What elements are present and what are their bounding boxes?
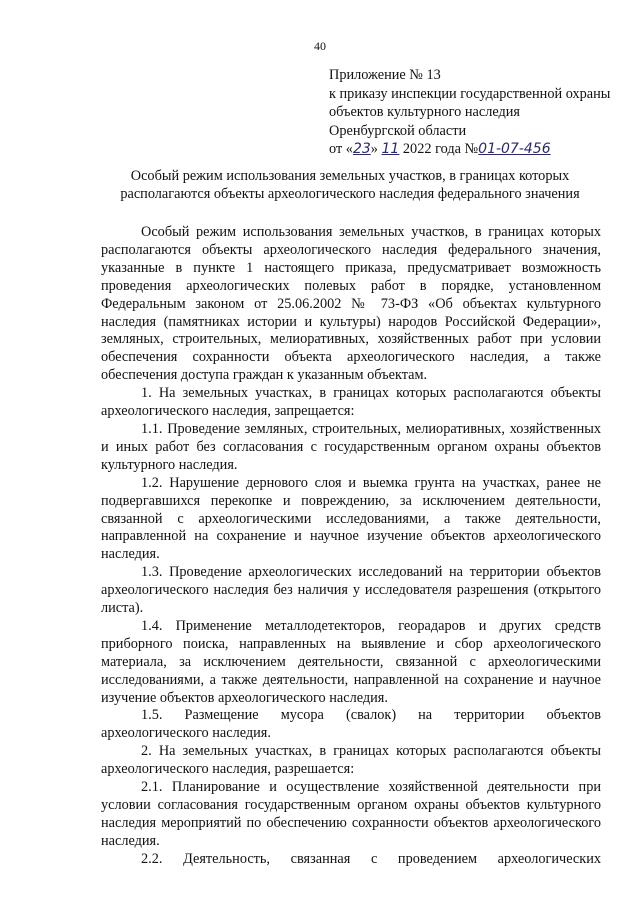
paragraph-1-2: 1.2. Нарушение дернового слоя и выемка грунта на участках, ранее не подвергавшихся перекопке и повреждению, за исключением деятельности, связанной с археологическими исследованиями, а также деятельности, направленной на сохранение и научное изучение объектов археологического наследия. bbox=[101, 474, 601, 563]
page-number: 40 bbox=[314, 39, 326, 53]
paragraph-1-3: 1.3. Проведение археологических исследований на территории объектов археологического наследия без наличия у исследователя разрешения (открытого листа). bbox=[101, 564, 601, 617]
appendix-line: объектов культурного наследия bbox=[329, 104, 520, 120]
paragraph-2-1: 2.1. Планирование и осуществление хозяйственной деятельности при условии согласования государственным органом охраны объектов культурного наследия мероприятий по обеспечению сохранности объектов археологического наследия. bbox=[101, 779, 601, 849]
paragraph-1-4: 1.4. Применение металлодетекторов, георадаров и других средств приборного поиска, направленных на выявление и сбор археологического материала, за исключением деятельности, связанной с археологическими исследованиями, а также деятельности, направленной на сохранение и научное изучение объектов археологического наследия. bbox=[101, 617, 601, 706]
paragraph-1-1: 1.1. Проведение земляных, строительных, мелиоративных, хозяйственных и иных работ без согласования с государственным органом охраны объектов культурного наследия. bbox=[101, 420, 601, 473]
document-title bbox=[100, 167, 600, 203]
appendix-line: к приказу инспекции государственной охраны bbox=[329, 85, 611, 102]
paragraph-1-5: 1.5. Размещение мусора (свалок) на территории объектов археологического наследия. bbox=[101, 707, 601, 742]
paragraph-2-2: 2.2. Деятельность, связанная с проведением археологических bbox=[141, 850, 601, 867]
paragraph-2: 2. На земельных участках, в границах которых располагаются объекты археологического наследия, разрешается: bbox=[101, 743, 601, 778]
appendix-line: Приложение № 13 bbox=[329, 67, 441, 83]
document-body bbox=[101, 224, 601, 869]
title-line: Особый режим использования земельных участков, в границах которых bbox=[130, 168, 570, 184]
date-year: 2022 года № bbox=[399, 141, 479, 157]
date-day-handwritten: 23 bbox=[352, 141, 371, 157]
date-month-handwritten: 11 bbox=[381, 141, 400, 157]
paragraph-intro: Особый режим использования земельных участков, в границах которых располагаются объекты археологического наследия федерального значения, указанные в пункте 1 настоящего приказа, предусматривает возможность проведения археологических полевых работ в порядке, установленном Федеральным законом от 25.06.2002 № 73-ФЗ «Об объектах культурного наследия (памятниках истории и культуры) народов Российской Федерации», земляных, строительных, мелиоративных, хозяйственных работ при условии обеспечения сохранности объекта археологического наследия, а также обеспечения доступа граждан к указанным объектам. bbox=[101, 224, 601, 384]
date-mid: » bbox=[370, 141, 382, 157]
appendix-header bbox=[329, 66, 640, 159]
appendix-date-line bbox=[329, 140, 640, 159]
appendix-line: Оренбургской области bbox=[329, 122, 467, 139]
order-number-handwritten: 01-07-456 bbox=[478, 141, 551, 157]
title-line: располагаются объекты археологического наследия федерального значения bbox=[120, 186, 580, 202]
paragraph-1: 1. На земельных участках, в границах которых располагаются объекты археологического наследия, запрещается: bbox=[101, 385, 601, 420]
date-prefix: от « bbox=[329, 141, 353, 157]
